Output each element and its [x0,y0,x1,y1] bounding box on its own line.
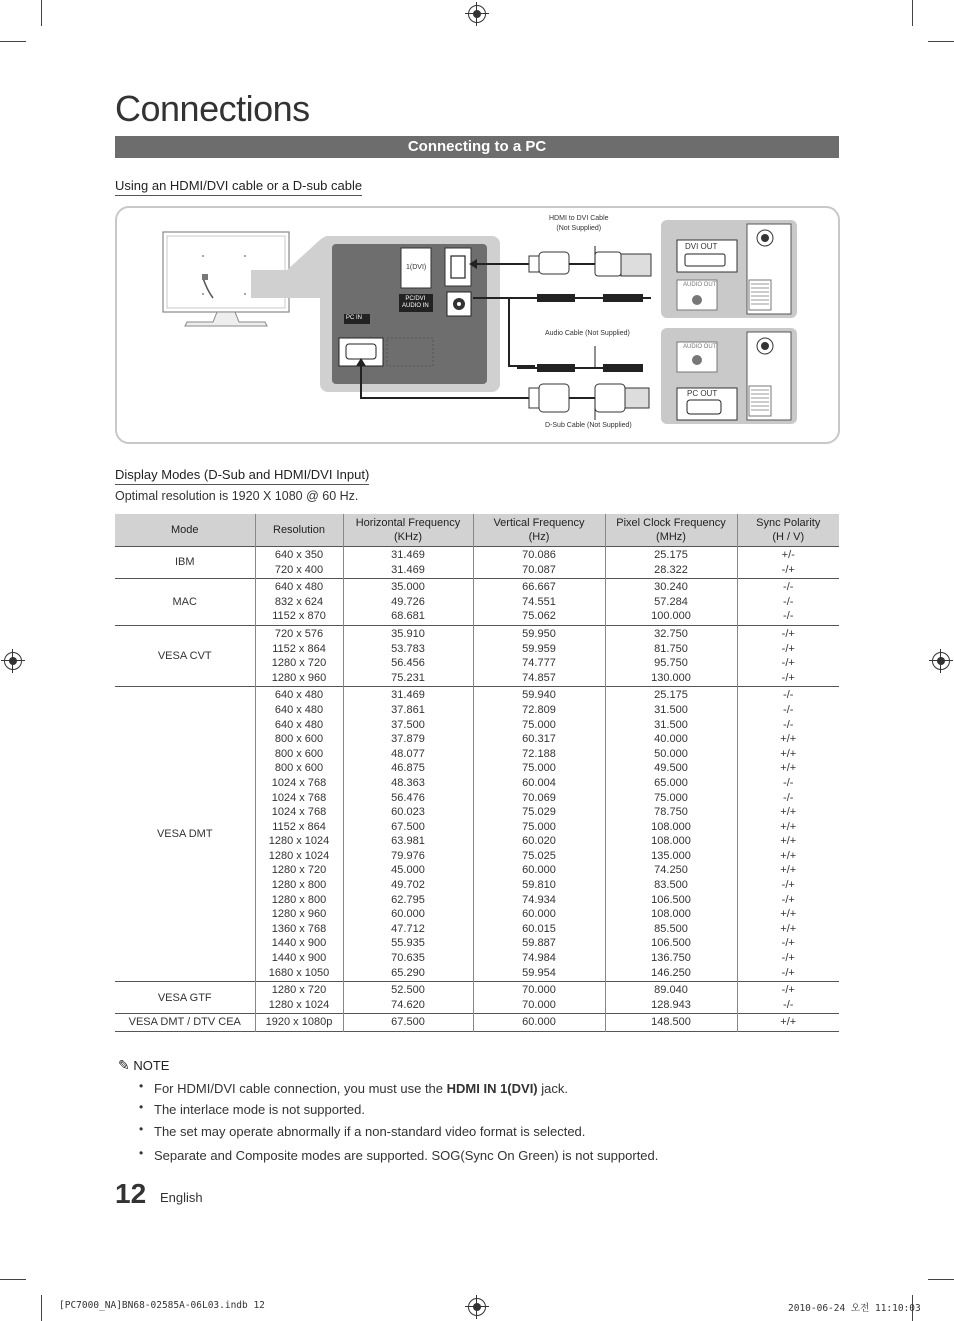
table-row [115,547,839,579]
tv-port-hdmi-label: 1(DVI) [406,264,427,271]
page-number: 12 [115,1178,147,1209]
v-cell: 70.086 70.087 [473,547,605,579]
hdmi-cable-label: HDMI to DVI Cable (Not Supplied) [549,215,609,232]
res-cell: 1920 x 1080p [255,1014,343,1032]
v-cell: 66.667 74.551 75.062 [473,579,605,626]
mode-cell: IBM [174,556,195,569]
tv-port-pcin-label: PC IN [346,315,363,321]
mode-cell: VESA CVT [157,649,212,662]
v-cell: 60.000 [473,1014,605,1032]
pc1-audio-out-label: AUDIO OUT [683,282,717,288]
table-row [115,982,839,1014]
sync-cell: -/- -/- -/- +/+ +/+ +/+ -/- -/- +/+ +/+ +/+ +/+ +/+ -/+ -/+ +/+ +/+ -/+ -/+ -/+ [737,687,839,982]
mode-cell: MAC [172,595,197,608]
crop-mark [928,1279,954,1280]
subhead-cable: Using an HDMI/DVI cable or a D-sub cable [115,178,362,196]
pc-cell: 30.240 57.284 100.000 [605,579,737,626]
audio-cable-label: Audio Cable (Not Supplied) [545,330,630,337]
page-language: English [160,1190,203,1205]
connection-diagram-art [117,208,838,442]
h-cell: 31.469 31.469 [343,547,473,579]
sync-cell: +/+ [737,1014,839,1032]
footer-file-name: [PC7000_NA]BN68-02585A-06L03.indb 12 [59,1300,265,1311]
registration-mark-icon [468,5,486,23]
subhead-modes: Display Modes (D-Sub and HDMI/DVI Input) [115,467,369,485]
note-item: • For HDMI/DVI cable connection, you must use the HDMI IN 1(DVI) jack. [141,1081,568,1096]
h-cell: 35.000 49.726 68.681 [343,579,473,626]
h-cell: 52.500 74.620 [343,982,473,1014]
v-cell: 70.000 70.000 [473,982,605,1014]
page-title: Connections [115,88,310,129]
footer-timestamp: 2010-06-24 오전 11:10:03 [788,1303,921,1314]
pc-cell: 25.175 28.322 [605,547,737,579]
v-cell: 59.950 59.959 74.777 74.857 [473,625,605,686]
crop-mark [0,41,26,42]
res-cell: 720 x 576 1152 x 864 1280 x 720 1280 x 960 [255,625,343,686]
crop-mark [41,0,42,26]
column-header: Mode [115,514,255,547]
pencil-icon: ✎ [118,1057,130,1073]
table-header-row [115,514,839,547]
crop-mark [41,1295,42,1321]
column-header: Pixel Clock Frequency (MHz) [605,514,737,547]
note-item: • The set may operate abnormally if a non-standard video format is selected. [141,1124,585,1139]
crop-mark [928,41,954,42]
table-row [115,1014,839,1032]
note-item: • The interlace mode is not supported. [141,1102,365,1117]
note-heading: ✎ NOTE [118,1057,170,1073]
h-cell: 31.469 37.861 37.500 37.879 48.077 46.875 48.363 56.476 60.023 67.500 63.981 79.976 45.000 49.702 62.795 60.000 47.712 55.935 70.635 65.290 [343,687,473,982]
mode-cell: VESA GTF [157,991,212,1004]
pc-cell: 89.040 128.943 [605,982,737,1014]
pc-cell: 148.500 [605,1014,737,1032]
registration-mark-icon [468,1298,486,1316]
res-cell: 640 x 480 640 x 480 640 x 480 800 x 600 800 x 600 800 x 600 1024 x 768 1024 x 768 1024 x 768 1152 x 864 1280 x 1024 1280 x 1024 1280 x 720 1280 x 800 1280 x 800 1280 x 960 1360 x 768 1440 x 900 1440 x 900 1680 x 1050 [255,687,343,982]
res-cell: 640 x 350 720 x 400 [255,547,343,579]
column-header: Resolution [255,514,343,547]
note-item: • Separate and Composite modes are supported. SOG(Sync On Green) is not supported. [141,1148,658,1163]
connection-diagram [115,206,840,444]
h-cell: 35.910 53.783 56.456 75.231 [343,625,473,686]
optimal-resolution-text: Optimal resolution is 1920 X 1080 @ 60 Hz. [115,489,359,503]
pc-cell: 25.175 31.500 31.500 40.000 50.000 49.500 65.000 75.000 78.750 108.000 108.000 135.000 74.250 83.500 106.500 108.000 85.500 106.500 136.750 146.250 [605,687,737,982]
table-row [115,579,839,626]
res-cell: 640 x 480 832 x 624 1152 x 870 [255,579,343,626]
sync-cell: +/- -/+ [737,547,839,579]
pc2-pc-out-label: PC OUT [687,389,718,398]
table-row [115,625,839,686]
pc-cell: 32.750 81.750 95.750 130.000 [605,625,737,686]
table-row [115,687,839,982]
column-header: Vertical Frequency (Hz) [473,514,605,547]
column-header: Horizontal Frequency (KHz) [343,514,473,547]
crop-mark [0,1279,26,1280]
display-modes-table [115,514,839,1032]
registration-mark-icon [932,652,950,670]
sync-cell: -/+ -/- [737,982,839,1014]
mode-cell: VESA DMT / DTV CEA [128,1016,241,1029]
section-title: Connecting to a PC [115,136,839,158]
pc2-audio-out-label: AUDIO OUT [683,344,717,350]
h-cell: 67.500 [343,1014,473,1032]
sync-cell: -/+ -/+ -/+ -/+ [737,625,839,686]
crop-mark [912,0,913,26]
registration-mark-icon [4,652,22,670]
v-cell: 59.940 72.809 75.000 60.317 72.188 75.000 60.004 70.069 75.029 75.000 60.020 75.025 60.000 59.810 74.934 60.000 60.015 59.887 74.984 59.954 [473,687,605,982]
res-cell: 1280 x 720 1280 x 1024 [255,982,343,1014]
dsub-cable-label: D-Sub Cable (Not Supplied) [545,422,632,429]
mode-cell: VESA DMT [156,827,213,840]
sync-cell: -/- -/- -/- [737,579,839,626]
tv-port-pcdvi-label: PC/DVI AUDIO IN [402,296,429,309]
pc1-dvi-out-label: DVI OUT [685,242,718,251]
column-header: Sync Polarity (H / V) [737,514,839,547]
